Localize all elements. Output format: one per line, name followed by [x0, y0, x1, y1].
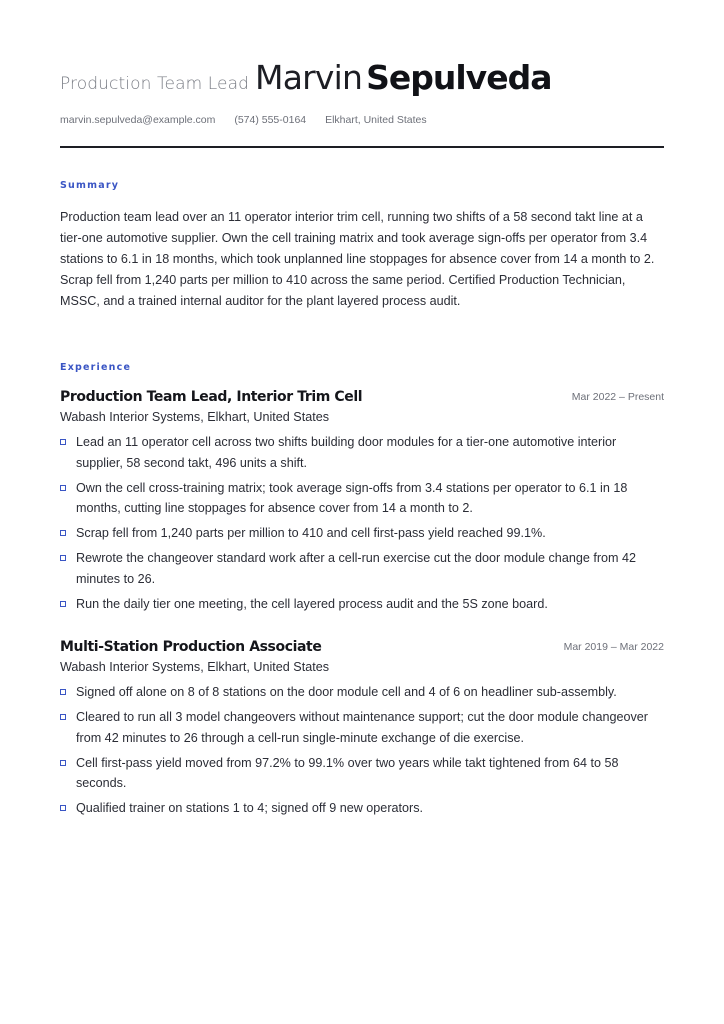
phone: (574) 555-0164	[234, 114, 307, 126]
bullet-item	[60, 548, 664, 589]
bullet-text: Own the cell cross-training matrix; took average sign-offs from 3.4 stations per operator to 6.1 in 18 months, cutting line stoppages for absence cover from 14 a month to 2.	[76, 480, 628, 515]
job-company: Wabash Interior Systems, Elkhart, United States	[60, 410, 330, 424]
job-company: Wabash Interior Systems, Elkhart, United States	[60, 660, 330, 674]
bullet-text: Scrap fell from 1,240 parts per million to 410 and cell first-pass yield reached 99.1%.	[76, 526, 546, 540]
bullet-item	[60, 478, 664, 519]
bullet-text: Run the daily tier one meeting, the cell layered process audit and the 5S zone board.	[76, 596, 548, 611]
bullet-square-icon	[60, 760, 66, 766]
job-header	[60, 638, 664, 658]
job-header	[60, 388, 664, 408]
bullet-item	[60, 523, 664, 544]
bullet-text: Signed off alone on 8 of 8 stations on the door module cell and 4 of 6 on headliner sub-assembly.	[76, 685, 617, 699]
bullet-square-icon	[60, 555, 66, 561]
bullet-item	[60, 594, 664, 615]
job-dates: Mar 2019 – Mar 2022	[563, 641, 664, 653]
job-entry	[60, 638, 664, 823]
bullet-item	[60, 432, 664, 473]
bullet-item	[60, 753, 664, 794]
job-entry	[60, 388, 664, 619]
contact-line	[60, 114, 443, 126]
summary-text: Production team lead over an 11 operator interior trim cell, running two shifts of a 58 second takt line at a tier-one automotive supplier. Own the cell training matrix and took average sign-offs per operator from 3.4 stations to 6.1 in 18 months, which took unplanned line stoppages for absence cover from 14 a month to 2. Scrap fell from 1,240 parts per million to 410 across the same period. Certified Production Technician, MSSC, and a trained internal auditor for the plant layered process audit.	[60, 210, 655, 308]
bullet-square-icon	[60, 530, 66, 536]
bullet-square-icon	[60, 805, 66, 811]
job-dates: Mar 2022 – Present	[571, 391, 664, 403]
header-divider	[60, 146, 664, 148]
email: marvin.sepulveda@example.com	[60, 114, 216, 126]
last-name: Sepulveda	[366, 58, 552, 97]
job-role: Production Team Lead, Interior Trim Cell	[60, 389, 363, 405]
job-role: Multi-Station Production Associate	[60, 639, 322, 655]
bullet-text: Cell first-pass yield moved from 97.2% to 99.1% over two years while takt tightened from 64 to 58 seconds.	[76, 755, 619, 790]
bullet-square-icon	[60, 714, 66, 720]
resume-header	[60, 58, 664, 97]
bullet-square-icon	[60, 689, 66, 695]
bullet-text: Lead an 11 operator cell across two shifts building door modules for a tier-one automotive interior supplier, 58 second takt, 496 units a shift.	[76, 435, 617, 470]
bullet-text: Cleared to run all 3 model changeovers without maintenance support; cut the door module changeover from 42 minutes to 26 through a cell-run single-minute exchange of die exercise.	[76, 710, 648, 745]
bullet-item	[60, 798, 664, 819]
first-name: Marvin	[255, 58, 363, 97]
job-bullets	[60, 682, 664, 819]
bullet-item	[60, 707, 664, 748]
bullet-text: Qualified trainer on stations 1 to 4; signed off 9 new operators.	[76, 801, 424, 815]
location: Elkhart, United States	[325, 114, 427, 126]
bullet-item	[60, 682, 664, 703]
bullet-square-icon	[60, 601, 66, 607]
summary-heading: Summary	[60, 180, 120, 191]
bullet-square-icon	[60, 439, 66, 445]
bullet-square-icon	[60, 485, 66, 491]
bullet-text: Rewrote the changeover standard work after a cell-run exercise cut the door module change from 42 minutes to 26.	[76, 551, 637, 586]
experience-heading: Experience	[60, 362, 132, 373]
job-bullets	[60, 432, 664, 614]
job-title: Production Team Lead	[60, 74, 250, 94]
